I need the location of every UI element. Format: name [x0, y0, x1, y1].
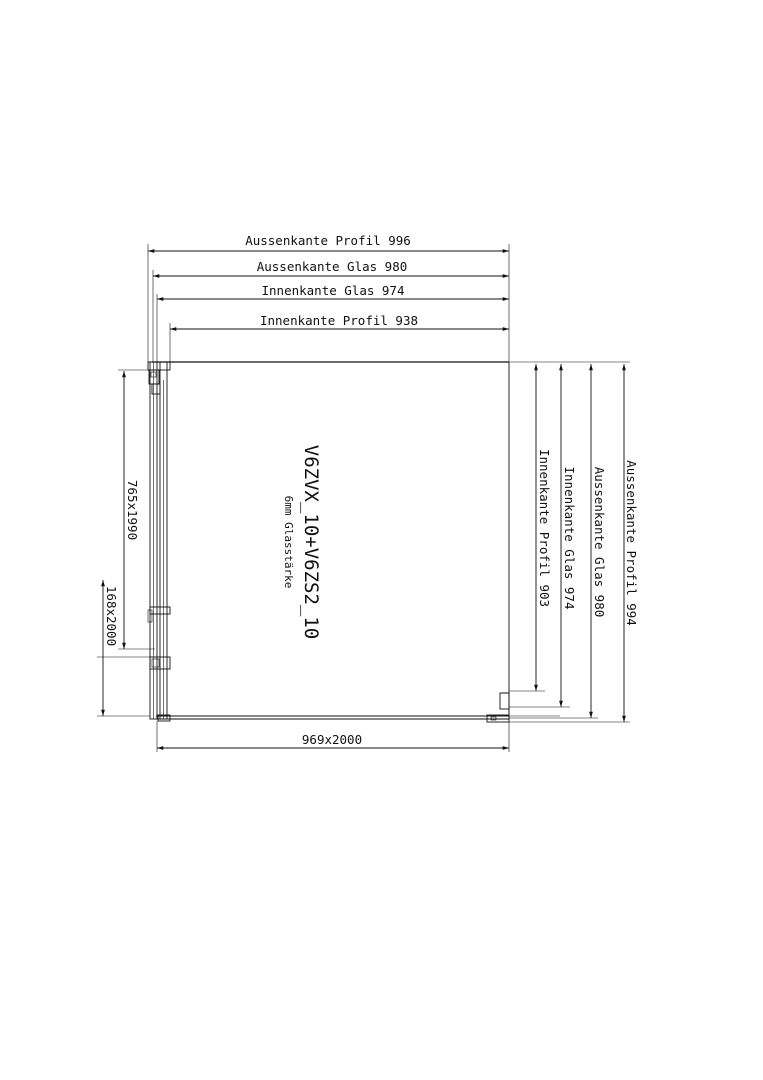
dim-label-aussenkante-profil-right: Aussenkante Profil 994: [624, 460, 639, 626]
enclosure-outline: [148, 362, 560, 722]
dim-label-aussenkante-glas-top: Aussenkante Glas 980: [256, 259, 408, 274]
glass-thickness-label: 6mm Glasstärke: [282, 495, 295, 589]
dim-label-fixed-panel: 168x2000: [104, 585, 119, 647]
dim-label-bottom: 969x2000: [301, 732, 363, 747]
dim-label-aussenkante-profil-top: Aussenkante Profil 996: [245, 233, 411, 248]
top-dimensions: [148, 233, 509, 362]
dim-label-innenkante-profil-right: Innenkante Profil 903: [537, 448, 552, 608]
right-dimensions: [509, 362, 639, 722]
dim-label-aussenkante-glas-right: Aussenkante Glas 980: [592, 466, 607, 618]
model-label: V6ZVX_10+V6ZS2_10: [300, 444, 322, 640]
bottom-dimension: [157, 721, 509, 752]
dim-label-innenkante-glas-right: Innenkante Glas 974: [562, 466, 577, 610]
center-labels: [282, 445, 322, 639]
left-dimensions: [97, 370, 155, 716]
dim-label-door-width: 765x1990: [125, 479, 140, 541]
dim-label-innenkante-glas-top: Innenkante Glas 974: [261, 283, 405, 298]
dim-label-innenkante-profil-top: Innenkante Profil 938: [259, 313, 419, 328]
